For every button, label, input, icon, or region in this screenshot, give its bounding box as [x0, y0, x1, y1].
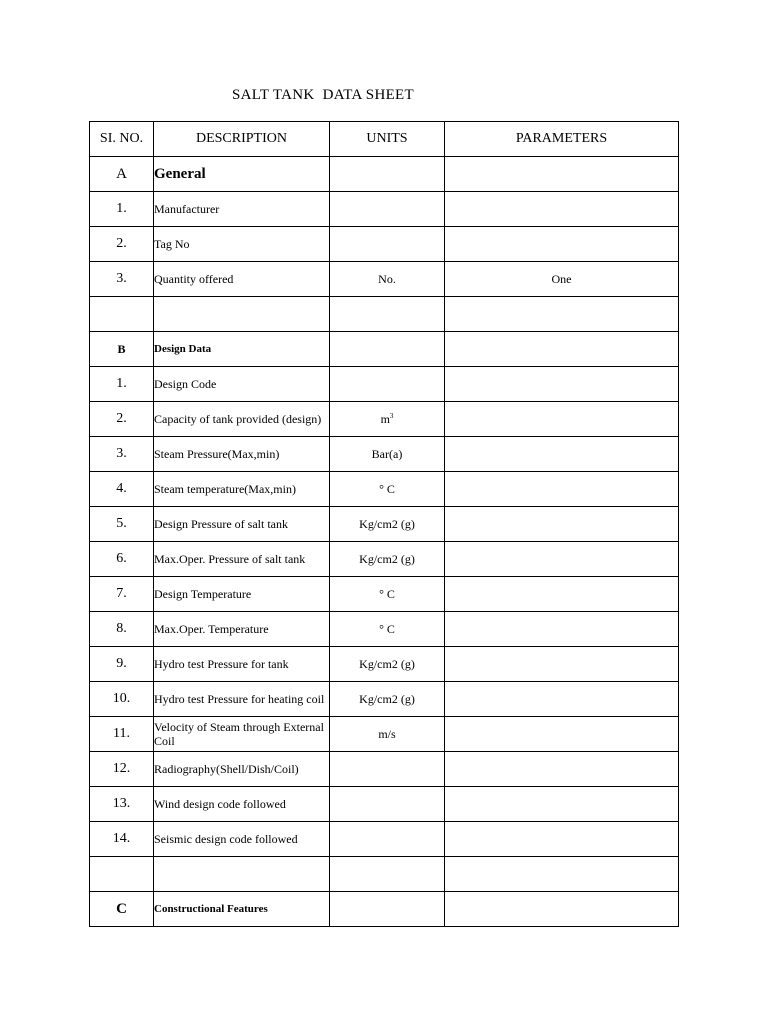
row-parameter-value[interactable] — [445, 542, 679, 577]
header-sl-no: SI. NO. — [90, 122, 154, 157]
row-units — [330, 822, 445, 857]
row-parameter-value[interactable] — [445, 437, 679, 472]
row-description: Hydro test Pressure for tank — [154, 647, 330, 682]
table-row — [90, 647, 679, 682]
row-units: ° C — [330, 612, 445, 647]
row-units: m/s — [330, 717, 445, 752]
row-parameter-value[interactable] — [445, 472, 679, 507]
table-row — [90, 612, 679, 647]
row-units — [330, 752, 445, 787]
row-units — [330, 857, 445, 892]
table-row — [90, 227, 679, 262]
row-sl-no: B — [90, 332, 154, 367]
row-units: Kg/cm2 (g) — [330, 682, 445, 717]
row-sl-no: A — [90, 157, 154, 192]
row-description: Velocity of Steam through External Coil — [154, 717, 330, 752]
row-parameter-value[interactable] — [445, 752, 679, 787]
row-parameter-value[interactable] — [445, 192, 679, 227]
table-row — [90, 297, 679, 332]
table-row — [90, 682, 679, 717]
row-parameter-value[interactable] — [445, 857, 679, 892]
table-row — [90, 367, 679, 402]
row-sl-no: 12. — [90, 752, 154, 787]
table-row — [90, 577, 679, 612]
row-description: Wind design code followed — [154, 787, 330, 822]
table-row — [90, 857, 679, 892]
table-header-row — [90, 122, 679, 157]
row-description: Radiography(Shell/Dish/Coil) — [154, 752, 330, 787]
row-sl-no: 11. — [90, 717, 154, 752]
row-parameter-value[interactable] — [445, 612, 679, 647]
row-description: Steam temperature(Max,min) — [154, 472, 330, 507]
row-units: ° C — [330, 577, 445, 612]
row-parameter-value[interactable]: One — [445, 262, 679, 297]
row-sl-no: 6. — [90, 542, 154, 577]
row-units — [330, 227, 445, 262]
row-description: General — [154, 157, 330, 192]
row-parameter-value[interactable] — [445, 577, 679, 612]
row-description: Quantity offered — [154, 262, 330, 297]
row-units: No. — [330, 262, 445, 297]
row-parameter-value[interactable] — [445, 227, 679, 262]
row-units — [330, 332, 445, 367]
row-description: Seismic design code followed — [154, 822, 330, 857]
table-row — [90, 402, 679, 437]
row-units — [330, 367, 445, 402]
row-sl-no: 2. — [90, 227, 154, 262]
row-sl-no: 5. — [90, 507, 154, 542]
row-sl-no: C — [90, 892, 154, 927]
row-parameter-value[interactable] — [445, 822, 679, 857]
row-description: Manufacturer — [154, 192, 330, 227]
row-parameter-value[interactable] — [445, 892, 679, 927]
row-sl-no: 3. — [90, 262, 154, 297]
row-sl-no: 10. — [90, 682, 154, 717]
row-sl-no: 13. — [90, 787, 154, 822]
row-sl-no: 1. — [90, 192, 154, 227]
data-sheet-table — [89, 121, 679, 927]
table-row — [90, 542, 679, 577]
row-sl-no: 3. — [90, 437, 154, 472]
row-parameter-value[interactable] — [445, 367, 679, 402]
row-sl-no: 4. — [90, 472, 154, 507]
row-units: $m^3$ — [330, 402, 445, 437]
row-sl-no: 1. — [90, 367, 154, 402]
row-units — [330, 297, 445, 332]
page-title: SALT TANK DATA SHEET — [232, 87, 414, 103]
table-row — [90, 822, 679, 857]
row-description — [154, 857, 330, 892]
row-units: Kg/cm2 (g) — [330, 542, 445, 577]
table-row — [90, 157, 679, 192]
row-description: Design Temperature — [154, 577, 330, 612]
row-units: ° C — [330, 472, 445, 507]
row-parameter-value[interactable] — [445, 682, 679, 717]
row-sl-no: 7. — [90, 577, 154, 612]
row-units — [330, 157, 445, 192]
row-sl-no: 14. — [90, 822, 154, 857]
row-units — [330, 787, 445, 822]
row-sl-no — [90, 297, 154, 332]
row-units: Kg/cm2 (g) — [330, 507, 445, 542]
table-row — [90, 752, 679, 787]
row-description: Design Pressure of salt tank — [154, 507, 330, 542]
row-description: Constructional Features — [154, 892, 330, 927]
row-parameter-value[interactable] — [445, 157, 679, 192]
table-row — [90, 262, 679, 297]
row-description: Tag No — [154, 227, 330, 262]
row-sl-no — [90, 857, 154, 892]
row-sl-no: 9. — [90, 647, 154, 682]
table-row — [90, 437, 679, 472]
header-parameters: PARAMETERS — [445, 122, 679, 157]
table-row — [90, 472, 679, 507]
row-description: Hydro test Pressure for heating coil — [154, 682, 330, 717]
row-parameter-value[interactable] — [445, 332, 679, 367]
row-sl-no: 2. — [90, 402, 154, 437]
row-description: Max.Oper. Temperature — [154, 612, 330, 647]
table-row — [90, 717, 679, 752]
row-description: Design Code — [154, 367, 330, 402]
header-description: DESCRIPTION — [154, 122, 330, 157]
row-parameter-value[interactable] — [445, 297, 679, 332]
row-units: Bar(a) — [330, 437, 445, 472]
row-units — [330, 892, 445, 927]
table-row — [90, 507, 679, 542]
row-description: Steam Pressure(Max,min) — [154, 437, 330, 472]
row-parameter-value[interactable] — [445, 507, 679, 542]
row-parameter-value[interactable] — [445, 402, 679, 437]
table-row — [90, 892, 679, 927]
row-parameter-value[interactable] — [445, 647, 679, 682]
table-row — [90, 787, 679, 822]
row-description: Capacity of tank provided (design) — [154, 402, 330, 437]
row-description — [154, 297, 330, 332]
table-row — [90, 192, 679, 227]
row-description: Design Data — [154, 332, 330, 367]
header-units: UNITS — [330, 122, 445, 157]
table-row — [90, 332, 679, 367]
row-description: Max.Oper. Pressure of salt tank — [154, 542, 330, 577]
row-sl-no: 8. — [90, 612, 154, 647]
row-units: Kg/cm2 (g) — [330, 647, 445, 682]
row-parameter-value[interactable] — [445, 717, 679, 752]
row-units — [330, 192, 445, 227]
row-parameter-value[interactable] — [445, 787, 679, 822]
